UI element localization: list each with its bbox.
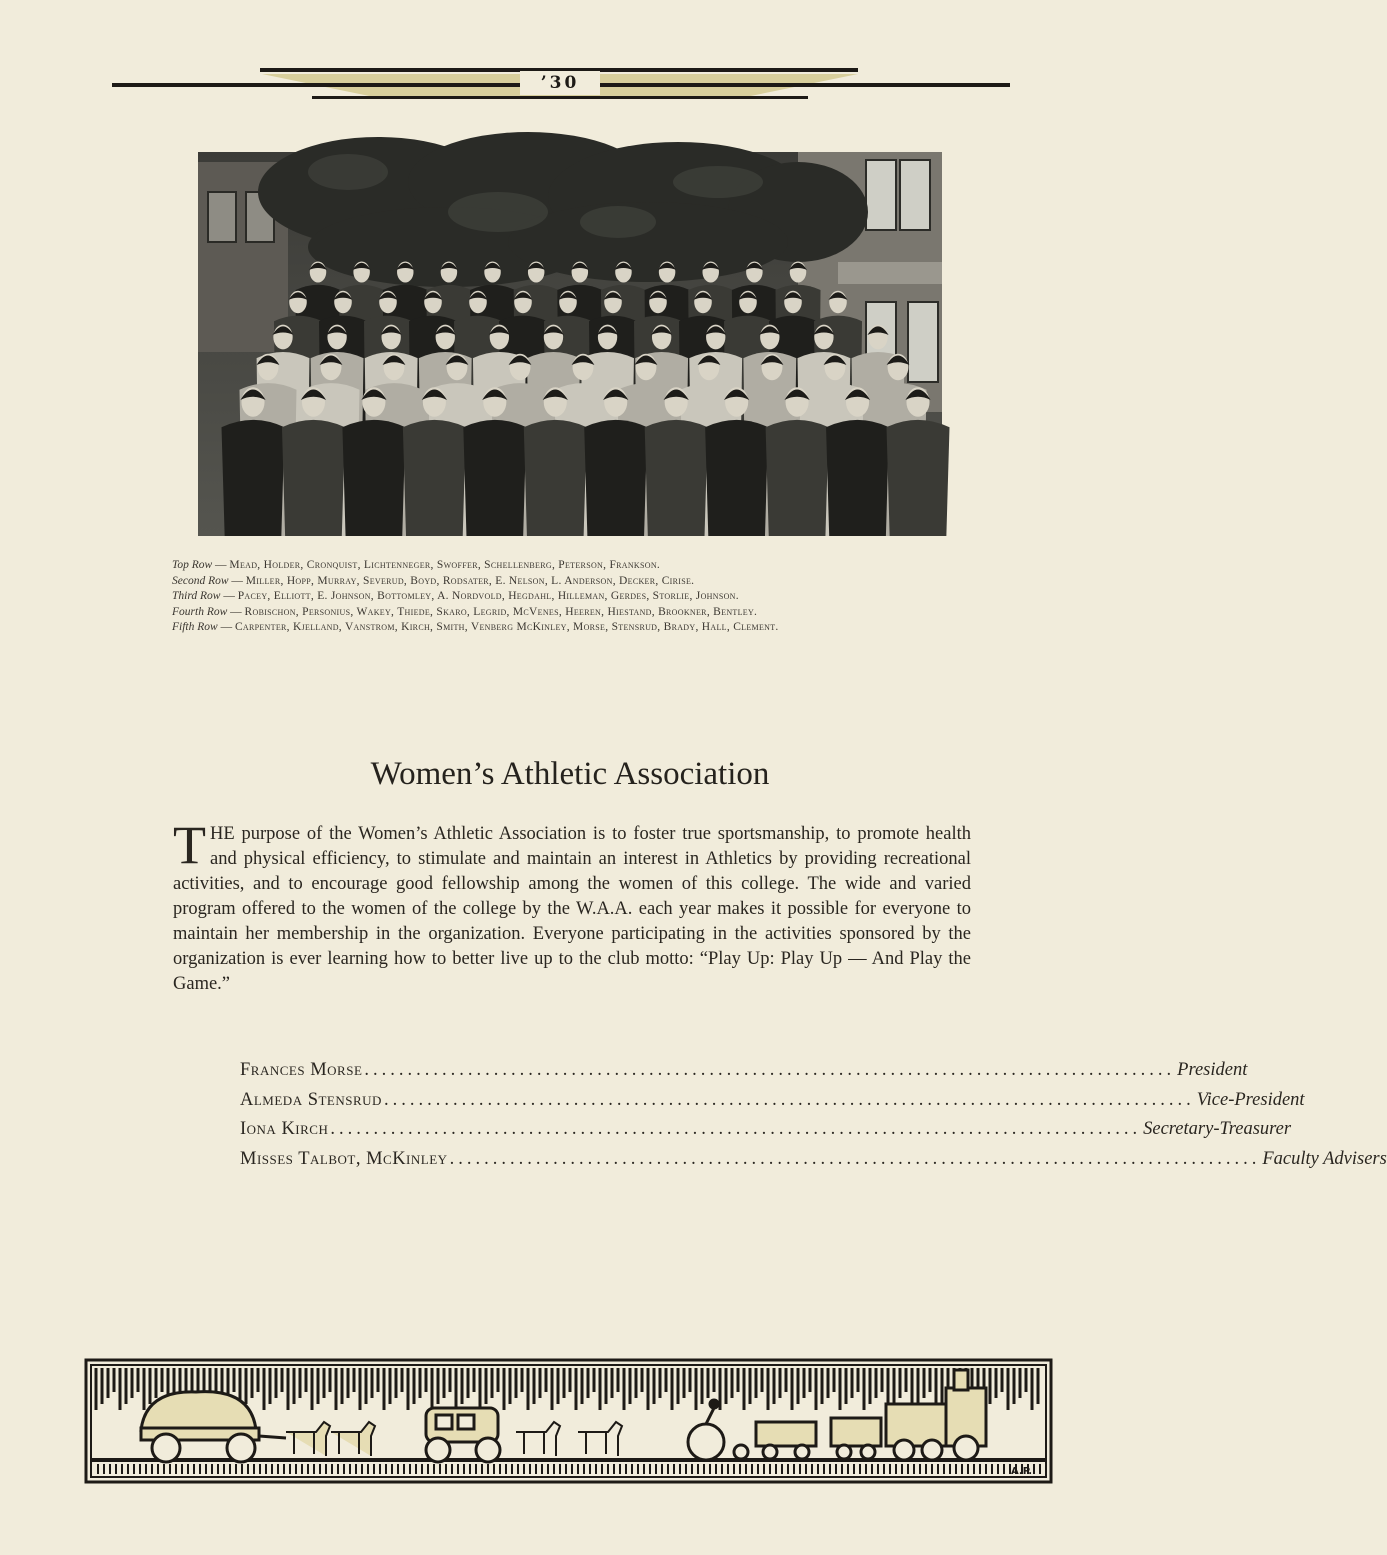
- caption-row-label: Fifth Row: [172, 621, 218, 633]
- caption-row-fourth: Fourth Row — Robischon, Personius, Wakey, Thiede, Skaro, Legrid, McVenes, Heeren, Hiestand, Brookner, Bentley.: [172, 605, 758, 618]
- purpose-paragraph: [173, 815, 971, 997]
- caption-row-top: Top Row — Mead, Holder, Cronquist, Lichtenneger, Swoffer, Schellenberg, Peterson, Frankson.: [172, 559, 661, 571]
- caption-row-label: Top Row: [172, 559, 213, 571]
- photo-caption: [172, 558, 972, 636]
- caption-row-second: Second Row — Miller, Hopp, Murray, Severud, Boyd, Rodsater, E. Nelson, L. Anderson, Decker, Cirise.: [172, 574, 695, 587]
- caption-row-label: Fourth Row: [172, 605, 228, 618]
- officer-role: Vice-President: [1196, 1089, 1305, 1110]
- officer-row: [240, 1089, 1305, 1120]
- caption-row-names: Robischon, Personius, Wakey, Thiede, Skaro, Legrid, McVenes, Heeren, Hiestand, Brookner, Bentley.: [244, 605, 758, 618]
- caption-row-label: Second Row: [172, 574, 229, 587]
- header-rule: [0, 0, 1109, 110]
- caption-row-names: Pacey, Elliott, E. Johnson, Bottomley, A. Nordvold, Hegdahl, Hilleman, Gerdes, Storlie, Johnson.: [237, 590, 739, 602]
- officer-name: Frances Morse: [240, 1060, 363, 1080]
- officer-row: [240, 1148, 1387, 1179]
- group-photo: [198, 152, 942, 536]
- officer-row: [240, 1060, 1248, 1090]
- officer-name: Misses Talbot, McKinley: [240, 1148, 448, 1169]
- person-body: [584, 420, 647, 536]
- person-body: [524, 420, 587, 536]
- officer-name: Iona Kirch: [240, 1119, 329, 1139]
- artist-signature: A.P.: [1011, 1466, 1033, 1477]
- officer-role: Secretary-Treasurer: [1143, 1119, 1292, 1139]
- person-body: [766, 420, 829, 536]
- officer-row: [240, 1119, 1292, 1149]
- person-body: [463, 420, 526, 536]
- caption-row-third: Third Row — Pacey, Elliott, E. Johnson, Bottomley, A. Nordvold, Hegdahl, Hilleman, Gerdes, Storlie, Johnson.: [172, 590, 739, 602]
- transportation-frieze: [86, 1360, 1051, 1482]
- person-body: [645, 420, 708, 536]
- leader-dots: ..............................................................................................: [364, 1060, 1176, 1080]
- caption-row-label: Third Row: [172, 590, 221, 602]
- caption-row-fifth: Fifth Row — Carpenter, Kjelland, Vanstrom, Kirch, Smith, Venberg McKinley, Morse, Stensrud, Brady, Hall, Clement.: [172, 621, 779, 633]
- leader-dots: ..............................................................................................: [330, 1119, 1142, 1139]
- person-body: [887, 420, 950, 536]
- person-body: [705, 420, 768, 536]
- caption-row-names: Miller, Hopp, Murray, Severud, Boyd, Rodsater, E. Nelson, L. Anderson, Decker, Cirise.: [245, 574, 695, 587]
- drop-cap: T: [173, 815, 206, 875]
- officers-list: [240, 1060, 1387, 1178]
- page-number: ’30: [520, 71, 600, 95]
- person-body: [342, 420, 405, 536]
- person-body: [282, 420, 345, 536]
- group-photo-image: [198, 152, 942, 536]
- officer-role: President: [1177, 1060, 1248, 1080]
- caption-row-names: Carpenter, Kjelland, Vanstrom, Kirch, Smith, Venberg McKinley, Morse, Stensrud, Brady, Hall, Clement.: [234, 621, 779, 633]
- officer-role: Faculty Advisers: [1262, 1148, 1387, 1169]
- person-body: [826, 420, 889, 536]
- leader-dots: ..............................................................................................: [383, 1089, 1195, 1110]
- leader-dots: ..............................................................................................: [449, 1148, 1261, 1169]
- officer-name: Almeda Stensrud: [240, 1089, 382, 1110]
- paragraph-text: HE purpose of the Women’s Athletic Association is to foster true sportsmanship, to promote health and physical efficiency, to stimulate and maintain an interest in Athletics by providing recreational activities, and to encourage good fellowship among the women of this college. The wide and varied program offered to the women of the college by the W.A.A. each year makes it possible for everyone to maintain her membership in the organization. Everyone participating in the activities sponsored by the organization is ever learning how to better live up to the club motto: “Play Up: Play Up — And Play the Game.”: [173, 824, 971, 994]
- caption-row-names: Mead, Holder, Cronquist, Lichtenneger, Swoffer, Schellenberg, Peterson, Frankson.: [229, 559, 661, 571]
- person-body: [403, 420, 466, 536]
- frieze-illustration: [86, 1360, 1051, 1482]
- person-body: [222, 420, 285, 536]
- section-title: Women’s Athletic Association: [370, 756, 770, 792]
